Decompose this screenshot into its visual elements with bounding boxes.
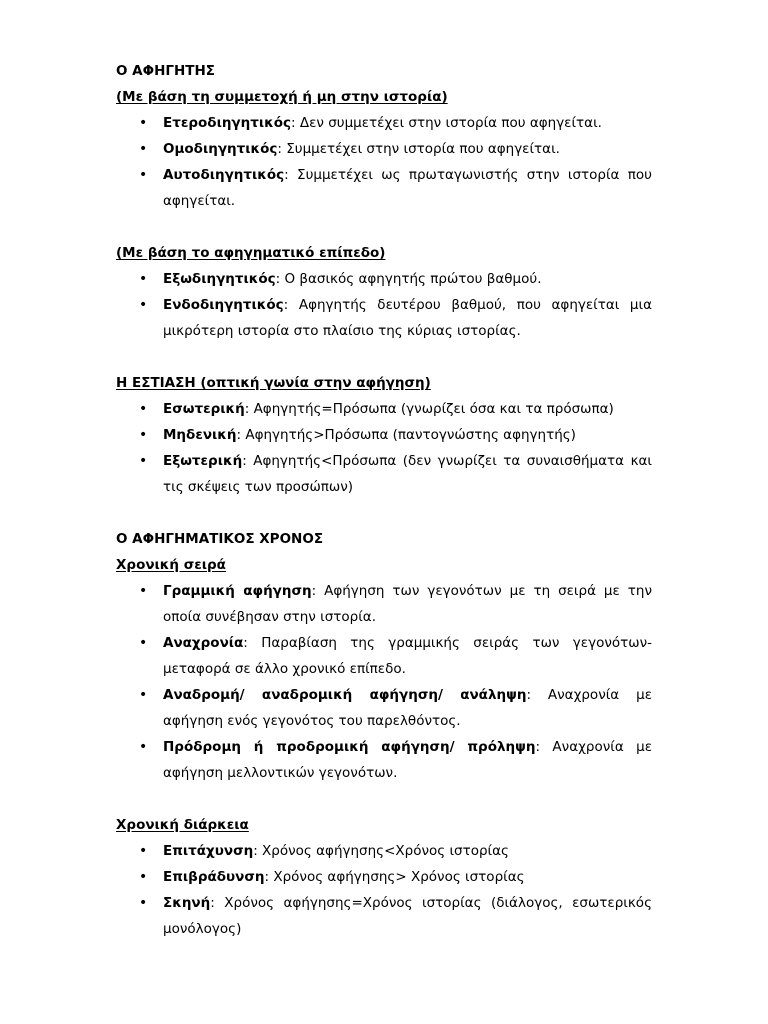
time-subheading-order: Χρονική σειρά (116, 557, 226, 573)
list-item (116, 110, 652, 136)
definition: : Παραβίαση της γραμμικής σειράς των γεγονότων- μεταφορά σε άλλο χρονικό επίπεδο. (163, 635, 652, 677)
focus-title: Η ΕΣΤΙΑΣΗ (οπτική γωνία στην αφήγηση) (116, 375, 431, 391)
term: Αυτοδιηγητικός (163, 167, 285, 183)
definition: : Συμμετέχει ως πρωταγωνιστής στην ιστορία που αφηγείται. (163, 167, 652, 209)
definition: : Αφηγητής=Πρόσωπα (γνωρίζει όσα και τα πρόσωπα) (244, 401, 614, 417)
definition: : Δεν συμμετέχει στην ιστορία που αφηγείται. (291, 115, 602, 131)
definition: : Χρόνος αφήγησης=Χρόνος ιστορίας (διάλογος, εσωτερικός μονόλογος) (163, 895, 652, 937)
term: Σκηνή (163, 895, 211, 911)
term: Ομοδιηγητικός (163, 141, 278, 157)
term: Γραμμική αφήγηση (163, 583, 312, 599)
list-item (116, 864, 652, 890)
list-item (116, 838, 652, 864)
definition: : Αφηγητής<Πρόσωπα (δεν γνωρίζει τα συναισθήματα και τις σκέψεις των προσώπων) (163, 453, 652, 495)
definition: : Χρόνος αφήγησης> Χρόνος ιστορίας (264, 869, 525, 885)
definition: : Χρόνος αφήγησης<Χρόνος ιστορίας (253, 843, 509, 859)
list-item (116, 422, 652, 448)
term: Εξωδιηγητικός (163, 271, 276, 287)
list-item (116, 396, 652, 422)
list-item (116, 734, 652, 786)
definition: : Αναχρονία με αφήγηση μελλοντικών γεγονότων. (163, 739, 653, 781)
list-item (116, 448, 652, 500)
term: Πρόδρομη ή προδρομική αφήγηση/ πρόληψη (163, 739, 536, 755)
term: Αναχρονία (163, 635, 244, 651)
term: Ετεροδιηγητικός (163, 115, 291, 131)
narrator-subheading-level: (Με βάση το αφηγηματικό επίπεδο) (116, 245, 386, 261)
time-subheading-duration: Χρονική διάρκεια (116, 817, 249, 833)
list-item (116, 162, 652, 214)
definition: : Αναχρονία με αφήγηση ενός γεγονότος του παρελθόντος. (163, 687, 652, 729)
time-order-list (116, 578, 652, 786)
focus-list (116, 396, 652, 500)
term: Μηδενική (163, 427, 237, 443)
list-item (116, 292, 652, 344)
term: Επιβράδυνση (163, 869, 265, 885)
list-item (116, 682, 652, 734)
term: Επιτάχυνση (163, 843, 254, 859)
list-item (116, 630, 652, 682)
document-content (116, 58, 652, 942)
list-item (116, 890, 652, 942)
narrator-participation-list (116, 110, 652, 214)
narrator-subheading-participation: (Με βάση τη συμμετοχή ή μη στην ιστορία) (116, 89, 448, 105)
definition: : Αφήγηση των γεγονότων με τη σειρά με την οποία συνέβησαν στην ιστορία. (163, 583, 652, 625)
narrator-level-list (116, 266, 652, 344)
narrator-title: Ο ΑΦΗΓΗΤΗΣ (116, 63, 216, 79)
term: Ενδοδιηγητικός (163, 297, 284, 313)
list-item (116, 266, 652, 292)
term: Αναδρομή/ αναδρομική αφήγηση/ ανάληψη (163, 687, 527, 703)
term: Εξωτερική (163, 453, 243, 469)
definition: : Ο βασικός αφηγητής πρώτου βαθμού. (275, 271, 542, 287)
list-item (116, 136, 652, 162)
list-item (116, 578, 652, 630)
term: Εσωτερική (163, 401, 245, 417)
definition: : Αφηγητής>Πρόσωπα (παντογνώστης αφηγητής) (236, 427, 576, 443)
definition: : Αφηγητής δευτέρου βαθμού, που αφηγείται μια μικρότερη ιστορία στο πλαίσιο της κύριας ιστορίας. (163, 297, 652, 339)
time-title: Ο ΑΦΗΓΗΜΑΤΙΚΟΣ ΧΡΟΝΟΣ (116, 531, 324, 547)
time-duration-list (116, 838, 652, 942)
definition: : Συμμετέχει στην ιστορία που αφηγείται. (277, 141, 560, 157)
